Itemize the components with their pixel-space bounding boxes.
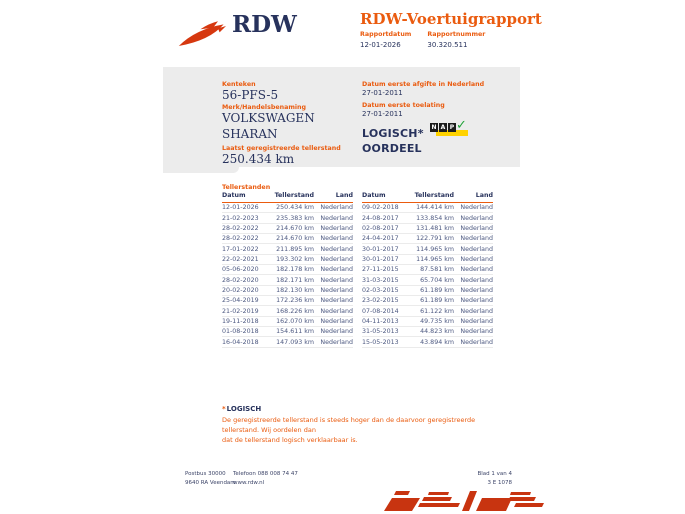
afgifte-value: 27-01-2011 xyxy=(362,89,403,97)
nap-checkmark-icon: ✓ xyxy=(456,118,467,133)
footer-page-info xyxy=(430,470,512,488)
table-row xyxy=(222,265,353,275)
table-body xyxy=(362,203,493,348)
oordeel-text xyxy=(362,126,424,156)
table-cell: 16-04-2018 xyxy=(222,338,259,346)
table-cell: 22-02-2021 xyxy=(222,255,259,263)
table-cell: 27-11-2015 xyxy=(362,266,399,274)
table-row xyxy=(222,275,353,285)
report-date-field xyxy=(360,31,411,49)
toelating-label: Datum eerste toelating xyxy=(362,102,445,109)
table-cell: 214.670 km xyxy=(276,235,314,243)
table-cell: 147.093 km xyxy=(276,338,314,346)
table-row xyxy=(362,213,493,223)
oordeel-line2: OORDEEL xyxy=(362,142,422,155)
footnote-asterisk: * xyxy=(222,405,226,413)
table-cell: Nederland xyxy=(460,245,493,253)
footnote-text xyxy=(222,415,512,445)
table-cell: Nederland xyxy=(320,204,353,212)
table-row xyxy=(362,203,493,213)
rdw-logo xyxy=(178,12,297,49)
table-cell: Nederland xyxy=(320,297,353,305)
table-cell: 43.894 km xyxy=(420,338,454,346)
table-cell: 02-08-2017 xyxy=(362,224,399,232)
nap-logo xyxy=(430,118,472,139)
table-row xyxy=(362,296,493,306)
rdw-wing-icon xyxy=(178,19,226,49)
report-meta xyxy=(360,31,501,49)
table-cell: 154.611 km xyxy=(276,328,314,336)
tellerstanden-table-left xyxy=(222,192,353,348)
table-cell: 17-01-2022 xyxy=(222,245,259,253)
table-cell: 05-06-2020 xyxy=(222,266,259,274)
table-row xyxy=(222,224,353,234)
column-header-datum: Datum xyxy=(362,192,386,199)
table-row xyxy=(362,317,493,327)
table-row xyxy=(222,337,353,347)
oordeel-line1: LOGISCH* xyxy=(362,127,424,140)
document-title: RDW-Voertuigrapport xyxy=(360,10,542,28)
table-cell: 07-08-2014 xyxy=(362,307,399,315)
table-cell: 24-08-2017 xyxy=(362,214,399,222)
table-cell: 182.178 km xyxy=(276,266,314,274)
tellerstand-value: 250.434 km xyxy=(222,152,295,166)
afgifte-label: Datum eerste afgifte in Nederland xyxy=(362,81,485,88)
table-row xyxy=(362,337,493,347)
footer-form-code: 3 E 1078 xyxy=(487,480,512,486)
table-row xyxy=(362,224,493,234)
table-row xyxy=(222,213,353,223)
table-row xyxy=(222,234,353,244)
table-cell: Nederland xyxy=(460,317,493,325)
table-row xyxy=(222,286,353,296)
table-cell: 49.735 km xyxy=(420,317,454,325)
footer-address-line2: 9640 RA Veendam xyxy=(185,480,236,486)
table-cell: Nederland xyxy=(460,204,493,212)
table-cell: 19-11-2018 xyxy=(222,317,259,325)
table-cell: 01-08-2018 xyxy=(222,328,259,336)
footer-contact xyxy=(233,470,298,488)
table-cell: 25-04-2019 xyxy=(222,297,259,305)
table-cell: 30-01-2017 xyxy=(362,245,399,253)
table-row xyxy=(222,255,353,265)
nap-letters xyxy=(430,118,467,133)
table-cell: 31-05-2013 xyxy=(362,328,399,336)
table-cell: 172.236 km xyxy=(276,297,314,305)
kenteken-label: Kenteken xyxy=(222,81,256,88)
table-row xyxy=(222,244,353,254)
table-cell: 61.122 km xyxy=(420,307,454,315)
table-cell: 114.965 km xyxy=(416,255,454,263)
tellerstand-label: Laatst geregistreerde tellerstand xyxy=(222,145,341,152)
table-cell: 28-02-2020 xyxy=(222,276,259,284)
table-cell: Nederland xyxy=(460,235,493,243)
table-cell: Nederland xyxy=(460,224,493,232)
table-row xyxy=(362,265,493,275)
vehicle-summary-panel-tab xyxy=(163,167,239,173)
table-row xyxy=(222,317,353,327)
table-cell: Nederland xyxy=(320,276,353,284)
toelating-value: 27-01-2011 xyxy=(362,110,403,118)
table-cell: 122.791 km xyxy=(416,235,454,243)
table-cell: 31-03-2015 xyxy=(362,276,399,284)
table-cell: 211.895 km xyxy=(276,245,314,253)
table-cell: 04-11-2013 xyxy=(362,317,399,325)
table-cell: Nederland xyxy=(460,266,493,274)
table-row xyxy=(362,275,493,285)
table-cell: Nederland xyxy=(320,286,353,294)
table-cell: Nederland xyxy=(320,338,353,346)
table-cell: 28-02-2022 xyxy=(222,235,259,243)
table-cell: 21-02-2019 xyxy=(222,307,259,315)
column-header-land: Land xyxy=(475,192,493,199)
table-row xyxy=(362,327,493,337)
table-cell: 02-03-2015 xyxy=(362,286,399,294)
table-cell: 133.854 km xyxy=(416,214,454,222)
column-header-datum: Datum xyxy=(222,192,246,199)
table-row xyxy=(222,296,353,306)
table-cell: 144.414 km xyxy=(416,204,454,212)
rdw-logo-text: RDW xyxy=(232,11,297,38)
table-cell: 182.171 km xyxy=(276,276,314,284)
table-cell: Nederland xyxy=(320,328,353,336)
table-cell: 23-02-2015 xyxy=(362,297,399,305)
footer-phone: Telefoon 088 008 74 47 xyxy=(233,471,298,477)
table-cell: 235.383 km xyxy=(276,214,314,222)
table-cell: Nederland xyxy=(320,317,353,325)
report-number-label: Rapportnummer xyxy=(427,31,486,38)
table-cell: 131.481 km xyxy=(416,224,454,232)
table-cell: Nederland xyxy=(460,328,493,336)
footer-website: www.rdw.nl xyxy=(233,480,265,486)
table-cell: 182.130 km xyxy=(276,286,314,294)
table-cell: Nederland xyxy=(320,245,353,253)
nap-letter-a: A xyxy=(440,124,446,131)
table-cell: Nederland xyxy=(320,214,353,222)
table-row xyxy=(222,327,353,337)
footnote-title-text: LOGISCH xyxy=(226,405,262,413)
table-cell: 30-01-2017 xyxy=(362,255,399,263)
merk-value: VOLKSWAGEN xyxy=(222,111,315,125)
table-cell: 162.070 km xyxy=(276,317,314,325)
table-cell: 44.823 km xyxy=(420,328,454,336)
tellerstanden-title: Tellerstanden xyxy=(222,184,271,191)
table-cell: 114.965 km xyxy=(416,245,454,253)
footer-address-line1: Postbus 30000 xyxy=(185,471,226,477)
report-number-field xyxy=(427,31,485,49)
nap-letter-p: P xyxy=(449,124,455,131)
rdw-speed-stripes-graphic xyxy=(374,489,544,513)
table-cell: Nederland xyxy=(320,307,353,315)
table-cell: 21-02-2023 xyxy=(222,214,259,222)
table-cell: 15-05-2013 xyxy=(362,338,399,346)
merk-label: Merk/Handelsbenaming xyxy=(222,104,307,111)
nap-letter-n: N xyxy=(431,124,437,131)
table-cell: Nederland xyxy=(460,338,493,346)
table-row xyxy=(362,286,493,296)
report-date-label: Rapportdatum xyxy=(360,31,412,38)
table-cell: Nederland xyxy=(460,286,493,294)
column-header-tellerstand: Tellerstand xyxy=(274,192,314,199)
table-cell: Nederland xyxy=(460,276,493,284)
table-cell: 250.434 km xyxy=(276,204,314,212)
table-body xyxy=(222,203,353,348)
kenteken-value: 56-PFS-5 xyxy=(222,88,279,102)
footnote-line1: De geregistreerde tellerstand is steeds hoger dan de daarvoor geregistreerde tellerstand. Wij oordelen dan xyxy=(222,416,476,434)
footer-address xyxy=(185,470,236,488)
footer-page-number: Blad 1 van 4 xyxy=(477,471,512,477)
footnote-title xyxy=(222,405,261,413)
table-header xyxy=(362,192,493,203)
table-cell: 168.226 km xyxy=(276,307,314,315)
table-header xyxy=(222,192,353,203)
table-cell: Nederland xyxy=(460,255,493,263)
table-cell: 28-02-2022 xyxy=(222,224,259,232)
table-cell: 20-02-2020 xyxy=(222,286,259,294)
table-row xyxy=(222,203,353,213)
tellerstanden-table-right xyxy=(362,192,493,348)
column-header-tellerstand: Tellerstand xyxy=(414,192,454,199)
table-row xyxy=(362,306,493,316)
table-cell: Nederland xyxy=(320,235,353,243)
table-row xyxy=(222,306,353,316)
table-cell: Nederland xyxy=(320,224,353,232)
table-cell: Nederland xyxy=(320,266,353,274)
table-cell: 61.189 km xyxy=(420,297,454,305)
table-cell: 193.302 km xyxy=(276,255,314,263)
table-cell: 12-01-2026 xyxy=(222,204,259,212)
table-cell: Nederland xyxy=(460,307,493,315)
table-row xyxy=(362,234,493,244)
table-cell: Nederland xyxy=(460,214,493,222)
table-cell: 61.189 km xyxy=(420,286,454,294)
table-cell: 65.704 km xyxy=(420,276,454,284)
report-number-value: 30.320.511 xyxy=(427,41,468,49)
table-cell: 214.670 km xyxy=(276,224,314,232)
table-cell: Nederland xyxy=(460,297,493,305)
table-row xyxy=(362,255,493,265)
report-date-value: 12-01-2026 xyxy=(360,41,401,49)
table-cell: 24-04-2017 xyxy=(362,235,399,243)
column-header-land: Land xyxy=(335,192,353,199)
model-value: SHARAN xyxy=(222,127,278,141)
table-row xyxy=(362,244,493,254)
table-cell: Nederland xyxy=(320,255,353,263)
footnote-line2: dat de tellerstand logisch verklaarbaar is. xyxy=(222,436,358,444)
table-cell: 87.581 km xyxy=(420,266,454,274)
table-cell: 09-02-2018 xyxy=(362,204,399,212)
